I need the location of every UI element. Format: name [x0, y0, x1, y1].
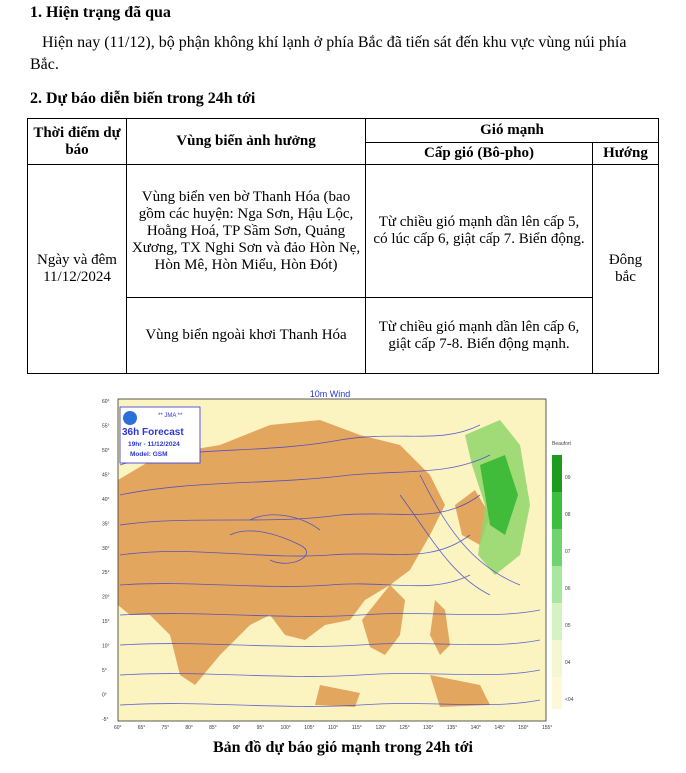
svg-text:08: 08: [565, 512, 571, 518]
lon-label: 145°: [494, 725, 505, 731]
section1-heading: 1. Hiện trạng đã qua: [30, 4, 171, 21]
lat-label: 40°: [102, 496, 110, 503]
header-level: Cấp gió (Bô-pho): [366, 143, 593, 165]
cell-area-1: Vùng biển ven bờ Thanh Hóa (bao gồm các huyện: Nga Sơn, Hậu Lộc, Hoằng Hoá, TP Sầm Sơn, Quảng Xương, TX Nghi Sơn và đảo Hòn Nẹ, Hòn Mê, Hòn Miểu, Hòn Đót): [127, 165, 366, 298]
lon-label: 60°: [114, 725, 122, 731]
map-agency: ** JMA **: [158, 413, 183, 419]
map-title: 10m Wind: [309, 389, 351, 399]
jma-logo-icon: [123, 411, 137, 425]
wind-forecast-map: [100, 385, 588, 732]
section1-text: Hiện nay (11/12), bộ phận không khí lạnh ở phía Bắc đã tiến sát đến khu vực vùng núi phía Bắc.: [30, 34, 627, 73]
lon-label: 125°: [399, 725, 410, 731]
svg-text:09: 09: [565, 475, 571, 481]
lat-label: 50°: [102, 447, 110, 454]
lon-label: 105°: [304, 725, 315, 731]
lon-label: 80°: [185, 725, 193, 731]
svg-text:04: 04: [565, 660, 571, 666]
lat-label: 45°: [102, 472, 110, 479]
lat-label: -5°: [102, 717, 109, 723]
lon-label: 85°: [209, 725, 217, 731]
lon-label: 90°: [232, 725, 241, 731]
header-direction: Hướng: [593, 143, 659, 165]
header-area: Vùng biển ảnh hưởng: [127, 119, 366, 165]
lat-label: 0°: [102, 692, 107, 699]
cell-area-2: Vùng biển ngoài khơi Thanh Hóa: [127, 298, 366, 374]
map-forecast: 36h Forecast: [122, 427, 184, 438]
lon-label: 75°: [161, 725, 170, 731]
lon-label: 155°: [542, 725, 553, 731]
lon-label: 140°: [470, 725, 482, 731]
lon-label: 65°: [137, 725, 146, 731]
lon-label: 115°: [351, 725, 362, 731]
lat-label: 25°: [102, 570, 110, 577]
cell-time: Ngày và đêm 11/12/2024: [28, 165, 127, 374]
lat-label: 10°: [102, 643, 110, 650]
lat-label: 55°: [102, 423, 110, 430]
lon-label: 130°: [423, 725, 434, 731]
svg-text:06: 06: [565, 586, 571, 592]
lat-label: 30°: [102, 545, 110, 552]
lon-label: 120°: [375, 725, 386, 731]
scale-title: Beaufort: [552, 441, 571, 447]
header-wind: Gió mạnh: [366, 119, 659, 143]
lat-label: 60°: [102, 399, 110, 405]
lon-label: 100°: [280, 725, 291, 731]
forecast-table: [27, 118, 659, 374]
svg-text:05: 05: [565, 623, 571, 629]
map-caption: Bản đồ dự báo gió mạnh trong 24h tới: [212, 739, 473, 756]
svg-text:07: 07: [565, 549, 571, 555]
lat-label: 35°: [102, 521, 110, 528]
map-valid: 19hr - 11/12/2024: [128, 441, 180, 448]
section2-heading: 2. Dự báo diễn biến trong 24h tới: [30, 90, 256, 107]
lat-label: 15°: [102, 619, 110, 626]
lon-label: 95°: [256, 725, 265, 731]
lat-label: 5°: [102, 668, 107, 675]
lon-label: 135°: [446, 725, 458, 731]
cell-level-2: Từ chiều gió mạnh dần lên cấp 6, giật cấp 7-8. Biển động mạnh.: [366, 298, 593, 374]
svg-text:<04: <04: [565, 697, 574, 703]
cell-direction: Đông bắc: [593, 165, 659, 374]
header-time: Thời điểm dự báo: [28, 119, 127, 165]
lon-label: 150°: [518, 725, 529, 731]
lon-label: 110°: [328, 725, 338, 731]
lat-label: 20°: [102, 594, 110, 601]
map-model: Model: GSM: [130, 451, 168, 458]
cell-level-1: Từ chiều gió mạnh dần lên cấp 5, có lúc cấp 6, giật cấp 7. Biển động.: [366, 165, 593, 298]
